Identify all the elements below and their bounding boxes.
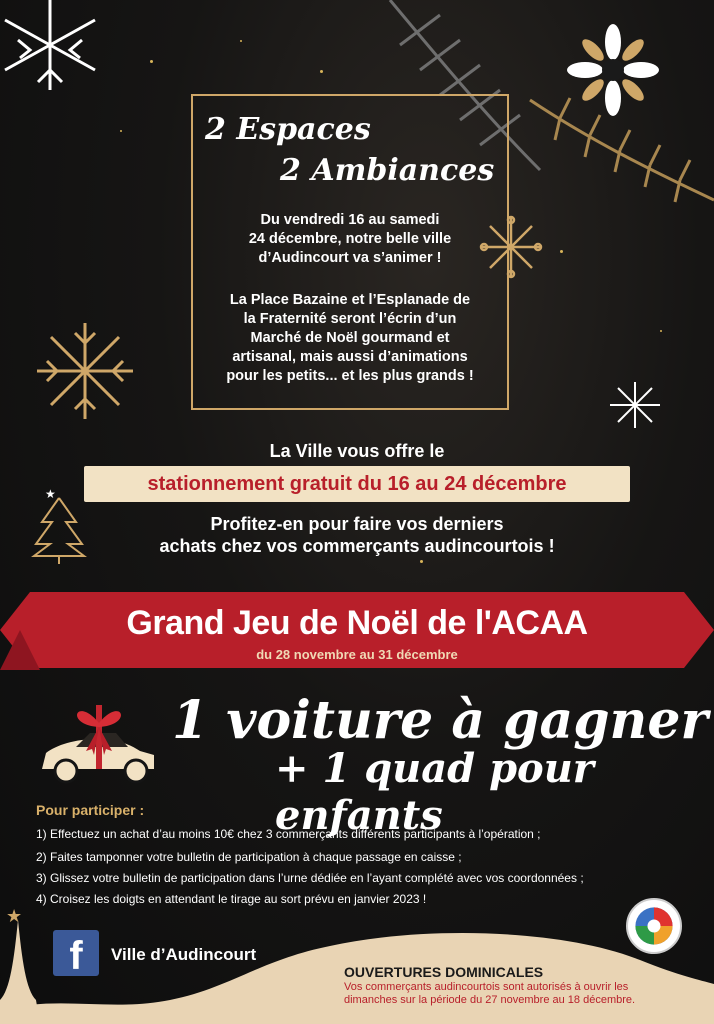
participate-step: 2) Faites tamponner votre bulletin de participation à chaque passage en caisse ; xyxy=(36,850,462,864)
offer-follow-text xyxy=(0,513,714,557)
facebook-icon[interactable] xyxy=(53,930,99,976)
offer-follow-line: Profitez-en pour faire vos derniers xyxy=(210,514,504,534)
intro-paragraph-2 xyxy=(200,291,500,386)
intro-line: La Place Bazaine et l’Esplanade de xyxy=(229,292,471,308)
sparkle-dot xyxy=(240,40,242,42)
sunday-openings-line: dimanches sur la période du 27 novembre au 18 décembre. xyxy=(344,994,636,1006)
snowflake-icon xyxy=(0,0,110,95)
offer-line: La Ville vous offre le xyxy=(269,441,445,461)
offer-follow-line: achats chez vos commerçants audincourtois ! xyxy=(159,536,555,556)
participate-step: 4) Croisez les doigts en attendant le tirage au sort prévu en janvier 2023 ! xyxy=(36,892,427,906)
svg-text:★: ★ xyxy=(45,488,56,501)
participate-title: Pour participer : xyxy=(36,802,145,818)
game-dates: du 28 novembre au 31 décembre xyxy=(256,647,458,662)
sunday-openings-text xyxy=(344,981,689,1007)
sparkle-dot xyxy=(320,70,323,73)
prize-quad-text: + 1 quad pour enfants xyxy=(275,745,594,839)
prize-car-text: 1 voiture à gagner xyxy=(172,690,708,751)
sunday-openings-line: Vos commerçants audincourtois sont autorisés à ouvrir les xyxy=(344,981,629,993)
intro-line: pour les petits... et les plus grands ! xyxy=(226,368,474,384)
acaa-logo xyxy=(626,898,682,954)
sunday-openings-title: OUVERTURES DOMINICALES xyxy=(344,964,544,980)
intro-line: Du vendredi 16 au samedi xyxy=(260,212,440,228)
facebook-page-name[interactable]: Ville d’Audincourt xyxy=(111,945,257,964)
sparkle-dot xyxy=(150,60,153,63)
sparkle-dot xyxy=(660,330,662,332)
sparkle-dot xyxy=(560,250,563,253)
intro-line: la Fraternité seront l’écrin d’un xyxy=(243,311,457,327)
headline-line-2: 2 Ambiances xyxy=(280,153,495,188)
svg-text:★: ★ xyxy=(6,906,23,927)
intro-line: d’Audincourt va s’animer ! xyxy=(258,250,442,266)
sparkle-dot xyxy=(420,560,423,563)
star-icon xyxy=(610,382,660,428)
snowflake-icon xyxy=(32,318,138,424)
intro-line: Marché de Noël gourmand et xyxy=(250,330,450,346)
parking-banner: stationnement gratuit du 16 au 24 décembre xyxy=(84,466,630,502)
intro-line: 24 décembre, notre belle ville xyxy=(248,231,452,247)
intro-paragraph-1 xyxy=(200,211,500,268)
participate-step: 1) Effectuez un achat d’au moins 10€ chez 3 commerçants différents participants à l’opération ; xyxy=(36,827,541,841)
facebook-letter: f xyxy=(69,934,83,978)
participate-step: 3) Glissez votre bulletin de participation dans l’urne dédiée en l’ayant complété avec vos coordonnées ; xyxy=(36,871,584,885)
intro-line: artisanal, mais aussi d’animations xyxy=(232,349,468,365)
headline-line-1: 2 Espaces xyxy=(205,112,371,147)
gift-car-icon xyxy=(36,695,160,789)
sparkle-dot xyxy=(120,130,122,132)
game-title: Grand Jeu de Noël de l'ACAA xyxy=(126,604,588,642)
